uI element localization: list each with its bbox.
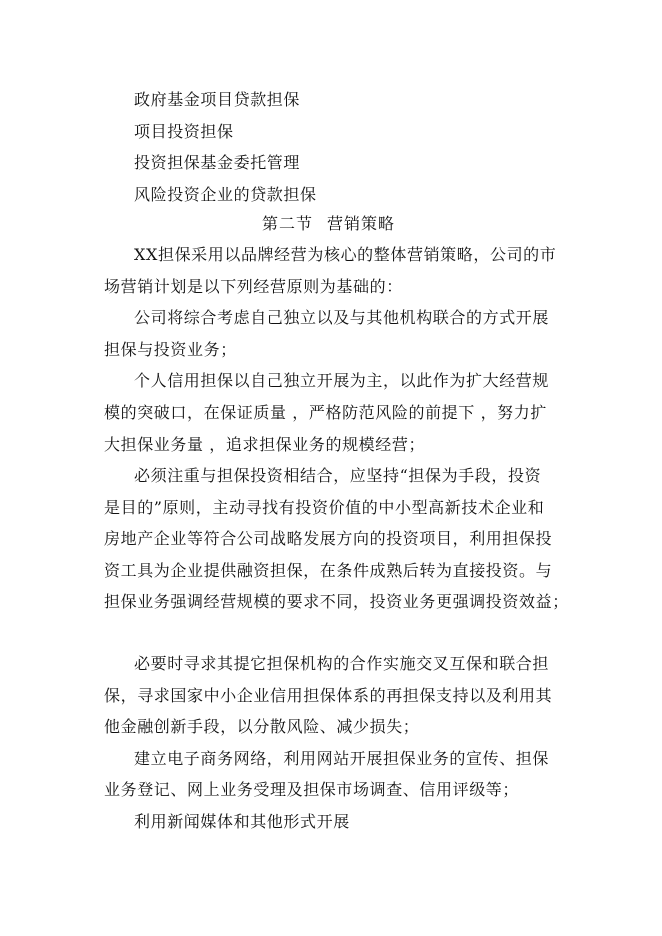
paragraph-line: 业务登记、网上业务受理及担保市场调查、信用评级等； [104, 780, 520, 799]
list-item: 项目投资担保 [134, 122, 234, 141]
paragraph-line: 必要时寻求其提它担保机构的合作实施交叉互保和联合担 [134, 654, 550, 673]
paragraph-line: 公司将综合考虑自己独立以及与其他机构联合的方式开展 [134, 308, 550, 327]
section-title: 营销策略 [327, 214, 396, 233]
paragraph-line: 模的突破口，在保证质量 ，严格防范风险的前提下 ，努力扩 [104, 403, 547, 422]
list-item: 风险投资企业的贷款担保 [134, 185, 317, 204]
paragraph-line: 担保业务强调经营规模的要求不同，投资业务更强调投资效益； [104, 592, 569, 611]
paragraph-line: 建立电子商务网络，利用网站开展担保业务的宣传、担保 [134, 749, 550, 768]
section-heading [262, 214, 395, 234]
paragraph-line: 大担保业务量 ，追求担保业务的规模经营； [104, 435, 426, 454]
paragraph-line: 资工具为企业提供融资担保，在条件成熟后转为直接投资。与 [104, 561, 553, 580]
paragraph-line: 必须注重与担保投资相结合，应坚持“担保为手段，投资 [134, 466, 542, 485]
paragraph-line: 保，寻求国家中小企业信用担保体系的再担保支持以及利用其 [104, 686, 553, 705]
paragraph-line: 是目的”原则，主动寻找有投资价值的中小型高新技术企业和 [104, 498, 545, 517]
paragraph-line: 利用新闻媒体和其他形式开展 [134, 812, 350, 831]
paragraph-line: 个人信用担保以自己独立开展为主，以此作为扩大经营规 [134, 371, 550, 390]
paragraph-line: 担保与投资业务； [104, 340, 237, 359]
list-item: 投资担保基金委托管理 [134, 153, 301, 172]
paragraph-line: 房地产企业等符合公司战略发展方向的投资项目，利用担保投 [104, 529, 553, 548]
list-item: 政府基金项目贷款担保 [134, 90, 301, 109]
section-number: 第二节 [262, 214, 314, 233]
paragraph-line: 场营销计划是以下列经营原则为基础的： [104, 277, 403, 296]
paragraph-line: 他金融创新手段，以分散风险、减少损失； [104, 717, 420, 736]
paragraph-line: XX担保采用以品牌经营为核心的整体营销策略，公司的市 [134, 245, 557, 264]
